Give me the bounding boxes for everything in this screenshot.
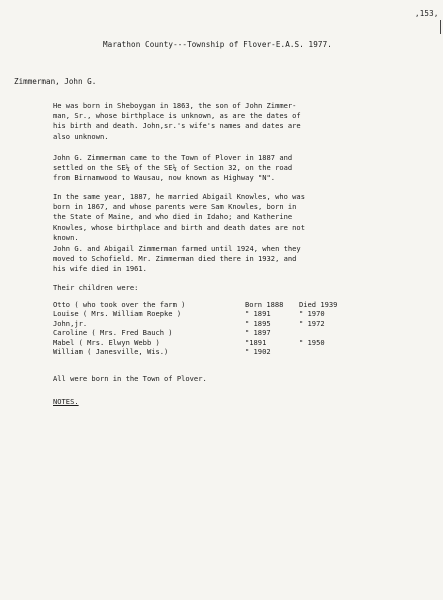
list-item	[53, 300, 383, 309]
list-item	[53, 347, 383, 356]
page-edge-mark	[440, 20, 441, 34]
list-item	[53, 338, 383, 347]
child-died: " 1972	[299, 318, 325, 328]
children-label: Their children were:	[53, 283, 139, 292]
page-number: ,153,	[415, 9, 439, 18]
child-born: " 1895	[245, 318, 271, 328]
child-name: Otto ( who took over the farm )	[53, 300, 186, 309]
child-born: " 1902	[245, 346, 271, 356]
child-name: John,jr.	[53, 318, 88, 328]
document-header: Marathon County---Township of Flover-E.A.S. 1977.	[103, 40, 332, 49]
list-item	[53, 319, 383, 328]
child-name: Caroline ( Mrs. Fred Bauch )	[53, 328, 173, 338]
child-name: Mabel ( Mrs. Elwyn Webb )	[53, 337, 160, 347]
children-list	[53, 300, 383, 356]
list-item	[53, 328, 383, 337]
paragraph-birth: He was born in Sheboygan in 1863, the son of John Zimmer- man, Sr., whose birthplace is unknown, as are the dates of his birth and death. John,sr.'s wife's names and dates are also unknown.	[53, 101, 301, 141]
child-name: Louise ( Mrs. William Roepke )	[53, 309, 182, 319]
child-born: " 1891	[245, 309, 271, 319]
child-died: Died 1939	[299, 300, 338, 309]
child-died: " 1970	[299, 309, 325, 319]
closing-statement: All were born in the Town of Plover.	[53, 374, 207, 383]
paragraph-retirement: John G. and Abigail Zimmerman farmed until 1924, when they moved to Schofield. Mr. Zimmerman died there in 1932, and his wife died in 1961.	[53, 244, 301, 274]
child-born: Born 1888	[245, 300, 284, 309]
child-name: William ( Janesville, Wis.)	[53, 346, 169, 356]
paragraph-settlement: John G. Zimmerman came to the Town of Plover in 1887 and settled on the SE¼ of the SE¼ of Section 32, on the road from Birnamwood to Wausau, now known as Highway "N".	[53, 153, 293, 183]
child-born: "1891	[245, 337, 267, 347]
paragraph-marriage: In the same year, 1887, he married Abigail Knowles, who was born in 1867, and whose parents were Sam Knowles, born in the State of Maine, and who died in Idaho; and Katherine Knowles, whose birthplace and birth and death dates are not known.	[53, 192, 305, 242]
child-died: " 1950	[299, 337, 325, 347]
list-item	[53, 309, 383, 318]
child-born: " 1897	[245, 328, 271, 338]
subject-name: Zimmerman, John G.	[14, 77, 97, 86]
notes-heading: NOTES.	[53, 397, 79, 406]
